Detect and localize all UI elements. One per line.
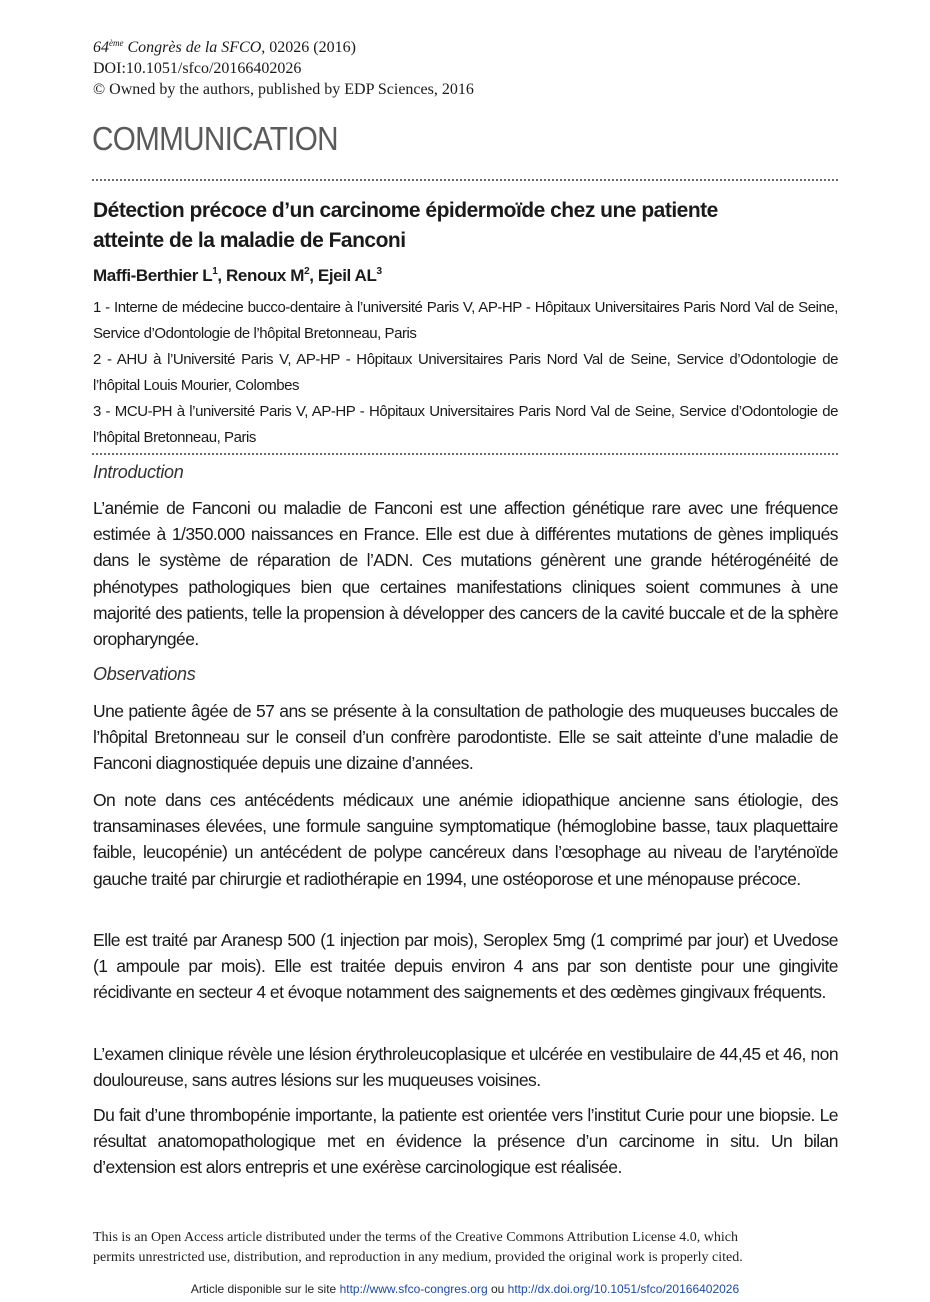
conference-ordinal: 64 [93,39,109,56]
author-list [93,266,382,286]
license-line-1: This is an Open Access article distributed under the terms of the Creative Commons Attribution License 4.0, which [93,1230,739,1245]
conference-line [93,37,474,58]
author-affiliation-number: 2 [304,266,310,277]
introduction-heading: Introduction [93,462,184,482]
doi-line: DOI:10.1051/sfco/20166402026 [93,60,302,77]
dotted-divider-top [92,179,838,181]
journal-header [93,37,474,100]
footer-availability [0,1282,930,1296]
footer-middle: ou [487,1282,508,1296]
observations-heading: Observations [93,664,196,684]
author-name: Maffi-Berthier L [93,266,213,285]
copyright-line: © Owned by the authors, published by EDP Sciences, 2016 [93,81,474,98]
article-title [93,196,833,256]
sfco-congres-link[interactable]: http://www.sfco-congres.org [339,1282,488,1296]
affiliation-1: 1 - Interne de médecine bucco-dentaire à l’université Paris V, AP-HP - Hôpitaux Universitaires Paris Nord Val de Seine, Service d’Odontologie de l’hôpital Bretonneau, Paris [93,299,838,342]
author-separator: , [309,266,318,285]
introduction-paragraph: L’anémie de Fanconi ou maladie de Fanconi est une affection génétique rare avec une fréquence estimée à 1/350.000 naissances en France. Elle est due à différentes mutations de gènes impliqués dans le système de réparation de l’ADN. Ces mutations génèrent une grande hétérogénéité de phénotypes pathologiques bien que certaines manifestations cliniques soient communes à une majorité des patients, telle la propension à développer des cancers de la cavité buccale et de la sphère oropharyngée. [93,498,838,650]
footer-prefix: Article disponible sur le site [190,1282,340,1296]
conference-ref: , 02026 (2016) [261,39,356,56]
conference-name: Congrès de la SFCO [127,39,262,56]
license-line-2: permits unrestricted use, distribution, and reproduction in any medium, provided the original work is properly cited. [93,1250,743,1265]
author-separator: , [217,266,227,285]
title-line-2: atteinte de la maladie de Fanconi [93,229,406,252]
observations-paragraph-5: Du fait d’une thrombopénie importante, la patiente est orientée vers l’institut Curie pour une biopsie. Le résultat anatomopathologique met en évidence la présence d’un carcinome in situ. Un bilan d’extension est alors entrepris et une exérèse carcinologique est réalisée. [93,1105,838,1178]
affiliation-2: 2 - AHU à l’Université Paris V, AP-HP - Hôpitaux Universitaires Paris Nord Val de Seine, Service d’Odontologie de l’hôpital Louis Mourier, Colombes [93,351,838,394]
observations-paragraph-2: On note dans ces antécédents médicaux une anémie idiopathique ancienne sans étiologie, des transaminases élevées, une formule sanguine symptomatique (hémoglobine basse, taux plaquettaire faible, leucopénie) un antécédent de polype cancéreux dans l’œsophage au niveau de l’aryténoïde gauche traité par chirurgie et radiothérapie en 1994, une ostéoporose et une ménopause précoce. [93,790,838,889]
observations-paragraph-3: Elle est traité par Aranesp 500 (1 injection par mois), Seroplex 5mg (1 comprimé par jour) et Uvedose (1 ampoule par mois). Elle est traitée depuis environ 4 ans par son dentiste pour une gingivite récidivante en secteur 4 et évoque notamment des saignements et des œdèmes gingivaux fréquents. [93,930,838,1003]
author-affiliation-number: 3 [376,266,382,277]
dotted-divider-bottom [92,453,838,455]
observations-paragraph-1: Une patiente âgée de 57 ans se présente à la consultation de pathologie des muqueuses buccales de l’hôpital Bretonneau sur le conseil d’un confrère parodontiste. Elle se sait atteinte d’une maladie de Fanconi diagnostiquée depuis une dizaine d’années. [93,701,838,774]
title-line-1: Détection précoce d’un carcinome épidermoïde chez une patiente [93,199,718,222]
license-notice [93,1228,838,1268]
doi-link[interactable]: http://dx.doi.org/10.1051/sfco/20166402026 [507,1282,740,1296]
author-name: Ejeil AL [317,266,377,285]
conference-ordinal-sup: ème [109,38,124,48]
affiliation-3: 3 - MCU-PH à l’université Paris V, AP-HP - Hôpitaux Universitaires Paris Nord Val de Seine, Service d’Odontologie de l’hôpital Bretonneau, Paris [93,403,838,446]
author-name: Renoux M [226,266,305,285]
author-affiliation-number: 1 [212,266,218,277]
section-label: COMMUNICATION [92,120,338,157]
observations-paragraph-4: L’examen clinique révèle une lésion érythroleucoplasique et ulcérée en vestibulaire de 44,45 et 46, non douloureuse, sans autres lésions sur les muqueuses voisines. [93,1044,838,1091]
